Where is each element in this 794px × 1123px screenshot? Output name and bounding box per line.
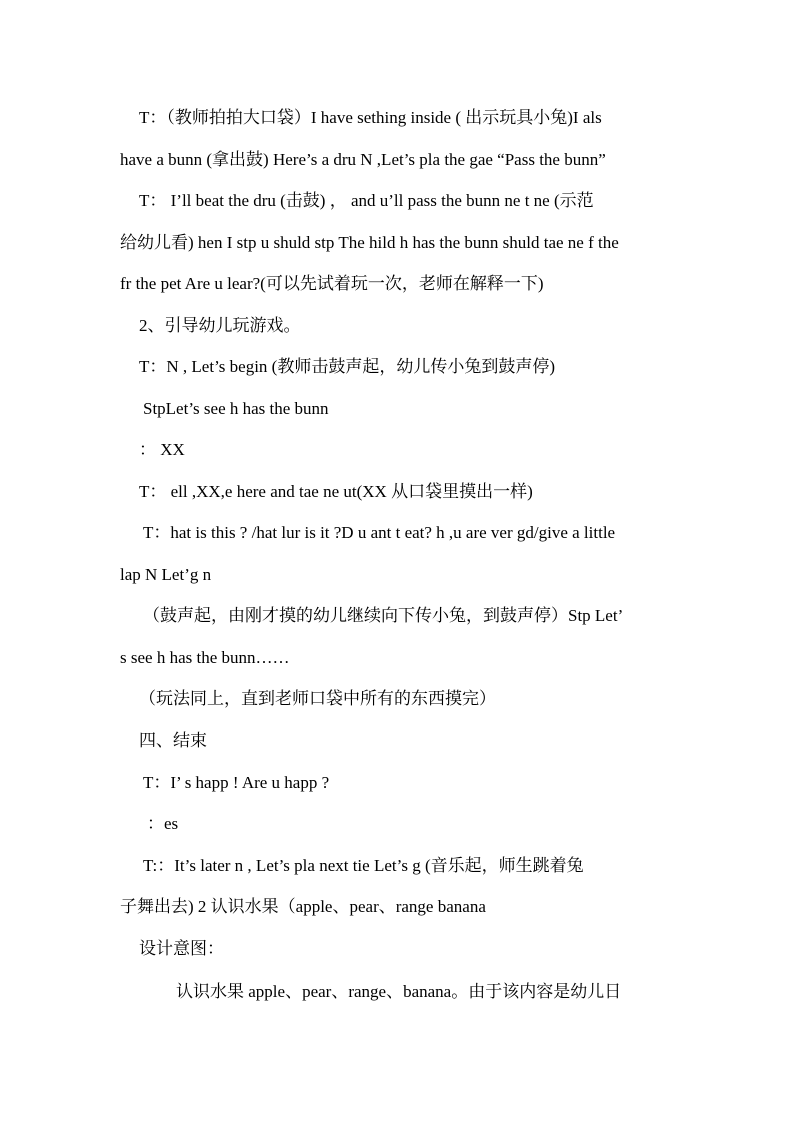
text-line: 认识水果 apple、pear、range、banana。由于该内容是幼儿日 xyxy=(176,982,622,1001)
section-heading: 四、结束 xyxy=(139,731,207,750)
text-line: T：（教师拍拍大口袋）I have sething inside ( 出示玩具小兔)I als xyxy=(139,108,602,127)
subheading: 设计意图： xyxy=(139,939,224,958)
text-line: s see h has the bunn…… xyxy=(120,648,290,667)
text-line: ：es xyxy=(147,814,179,833)
text-line: ： XX xyxy=(139,440,185,459)
text-line: 给幼儿看) hen I stp u shuld stp The hild h has the bunn shuld tae ne f the xyxy=(120,233,619,252)
text-line: T:：It’s later n , Let’s pla next tie Let’s g (音乐起，师生跳着兔 xyxy=(143,856,584,875)
text-line: T：I’ s happ ! Are u happ ? xyxy=(143,773,330,792)
text-line: StpLet’s see h has the bunn xyxy=(143,399,329,418)
text-line: （鼓声起，由刚才摸的幼儿继续向下传小兔，到鼓声停）Stp Let’ xyxy=(143,606,624,625)
section-heading: 2、引导幼儿玩游戏。 xyxy=(139,316,301,335)
text-line: T：N , Let’s begin (教师击鼓声起，幼儿传小兔到鼓声停) xyxy=(139,357,555,376)
text-line: T： ell ,XX,e here and tae ne ut(XX 从口袋里摸出一样) xyxy=(139,482,533,501)
text-line: T：hat is this ? /hat lur is it ?D u ant t eat? h ,u are ver gd/give a little xyxy=(143,523,616,542)
text-line: （玩法同上，直到老师口袋中所有的东西摸完） xyxy=(139,689,496,708)
text-line: have a bunn (拿出鼓) Here’s a dru N ,Let’s pla the gae “Pass the bunn” xyxy=(120,150,606,169)
text-line: 子舞出去) 2 认识水果（apple、pear、range banana xyxy=(120,897,486,916)
text-line: lap N Let’g n xyxy=(120,565,212,584)
text-line: fr the pet Are u lear?(可以先试着玩一次，老师在解释一下) xyxy=(120,274,544,293)
text-line: T： I’ll beat the dru (击鼓) ， and u’ll pass the bunn ne t ne (示范 xyxy=(139,191,594,210)
